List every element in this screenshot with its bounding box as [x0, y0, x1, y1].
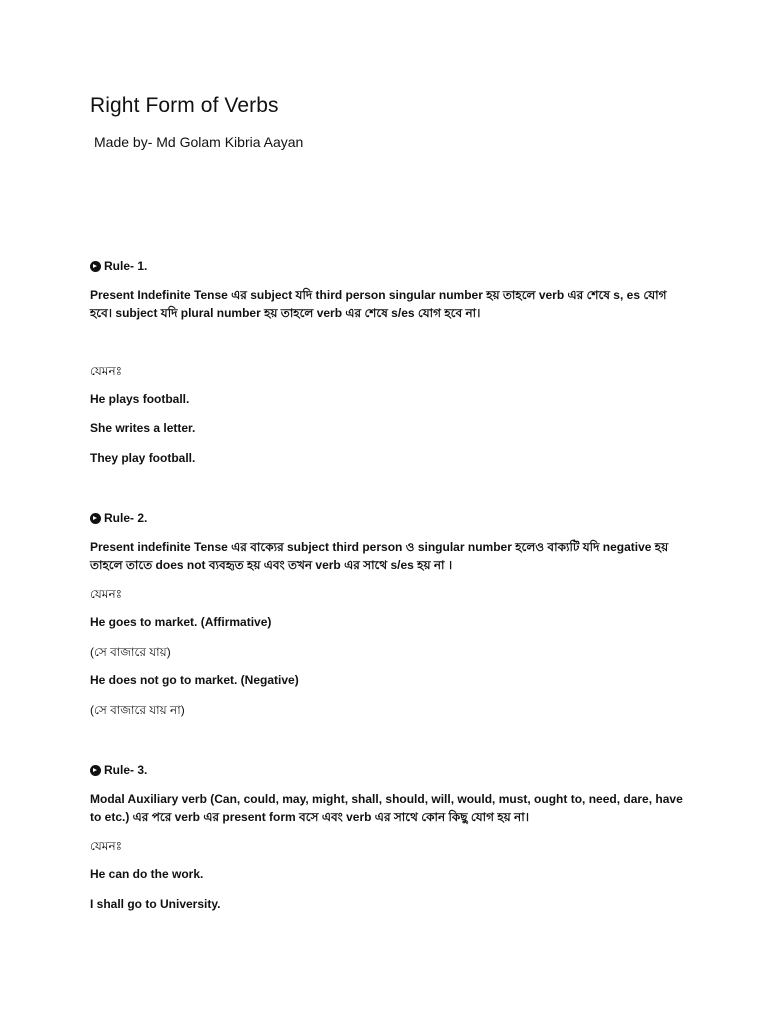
rule-3-description	[90, 790, 690, 826]
rule-3-description-line-2: to etc.) এর পরে verb এর present form বসে এবং verb এর সাথে কোন কিছু যোগ হয় না।	[90, 810, 529, 824]
rule-3-example-label: যেমনঃ	[90, 839, 123, 853]
rule-3-example-2: I shall go to University.	[90, 897, 221, 911]
rule-1-example-label: যেমনঃ	[90, 364, 123, 378]
rule-1-heading	[90, 259, 147, 273]
rule-3-example-1: He can do the work.	[90, 867, 204, 881]
rule-2-description-line-2: তাহলে তাতে does not ব্যবহৃত হয় এবং তখন verb এর সাথে s/es হয় না ।	[90, 558, 453, 572]
rule-2-example-1: He goes to market. (Affirmative)	[90, 615, 272, 629]
rule-1-heading-text: Rule- 1.	[104, 259, 148, 273]
rule-2-description-line-1: Present indefinite Tense এর বাক্যের subject third person ও singular number হলেও বাক্যটি যদি negative হয়	[90, 540, 669, 554]
rule-2-example-4: (সে বাজারে যায় না)	[90, 703, 185, 717]
circle-arrow-bullet-icon	[90, 765, 101, 776]
rule-1-example-1: He plays football.	[90, 392, 190, 406]
page-title: Right Form of Verbs	[90, 94, 279, 117]
rule-3-heading	[90, 763, 147, 777]
rule-2-example-2: (সে বাজারে যায়)	[90, 645, 171, 659]
circle-arrow-bullet-icon	[90, 513, 101, 524]
rule-2-description	[90, 538, 690, 574]
rule-1-description-line-2: হবে। subject যদি plural number হয় তাহলে verb এর শেষে s/es যোগ হবে না।	[90, 306, 481, 320]
rule-1-example-3: They play football.	[90, 451, 196, 465]
circle-arrow-bullet-icon	[90, 261, 101, 272]
rule-2-heading	[90, 511, 147, 525]
rule-3-description-line-1: Modal Auxiliary verb (Can, could, may, might, shall, should, will, would, must, ought to, need, dare, have	[90, 792, 683, 806]
rule-2-heading-text: Rule- 2.	[104, 511, 148, 525]
rule-1-example-2: She writes a letter.	[90, 421, 196, 435]
rule-1-description	[90, 286, 690, 322]
rule-2-example-3: He does not go to market. (Negative)	[90, 673, 299, 687]
rule-2-example-label: যেমনঃ	[90, 587, 123, 601]
rule-3-heading-text: Rule- 3.	[104, 763, 148, 777]
author-line: Made by- Md Golam Kibria Aayan	[94, 134, 304, 150]
rule-1-description-line-1: Present Indefinite Tense এর subject যদি third person singular number হয় তাহলে verb এর শেষে s, es যোগ	[90, 288, 667, 302]
